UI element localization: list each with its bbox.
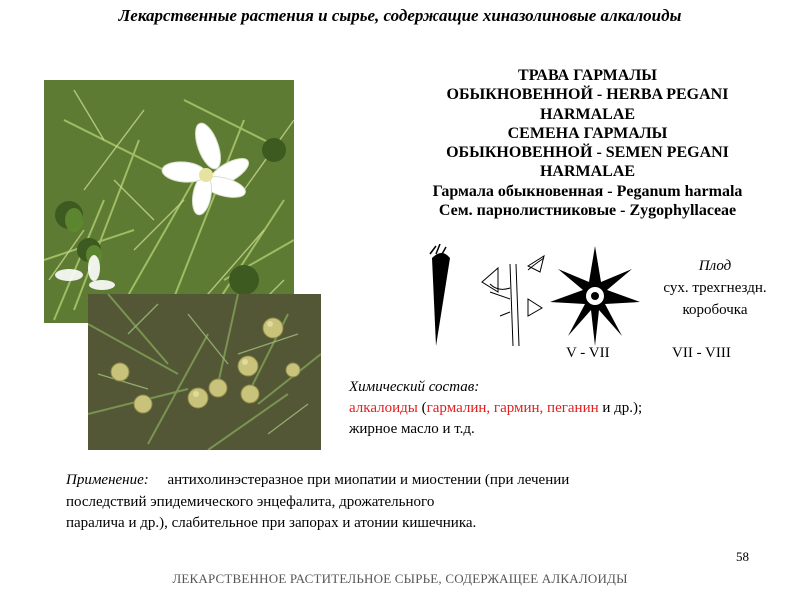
heading-block xyxy=(385,66,790,220)
heading-line: HARMALAE xyxy=(539,163,636,181)
chem-paren: ( xyxy=(417,400,427,416)
fruit-desc-line: коробочка xyxy=(682,302,748,318)
heading-line: Сем. парнолистниковые - Zygophyllaceae xyxy=(438,202,737,220)
root-icon xyxy=(430,244,450,346)
fruit-desc-line: сух. трехгнездн. xyxy=(663,280,767,296)
usage-section xyxy=(66,470,766,535)
heading-line: ОБЫКНОВЕННОЙ - HERBA PEGANI xyxy=(446,86,729,104)
usage-line-3: паралича и др.), слабительное при запорах и атонии кишечника. xyxy=(66,515,477,531)
fruit-title: Плод xyxy=(698,258,732,274)
usage-line-1 xyxy=(66,470,766,492)
footer: ЛЕКАРСТВЕННОЕ РАСТИТЕЛЬНОЕ СЫРЬЕ, СОДЕРЖАЩЕЕ АЛКАЛОИДЫ xyxy=(172,571,628,586)
heading-line: СЕМЕНА ГАРМАЛЫ xyxy=(507,124,668,142)
chem-alkaloids-word: алкалоиды xyxy=(349,400,418,416)
chem-label: Химический состав: xyxy=(349,379,480,395)
heading-line: HARMALAE xyxy=(539,105,636,123)
chem-oil-line: жирное масло и т.д. xyxy=(349,421,475,437)
harvest-period-seeds: VII - VIII xyxy=(672,345,731,361)
heading-line: Гармала обыкновенная - Peganum harmala xyxy=(432,182,743,200)
morphology-diagram xyxy=(410,244,640,354)
stem-leaves-icon xyxy=(482,256,544,346)
harvest-period-herb: V - VII xyxy=(566,345,610,361)
slide-title: Лекарственные растения и сырье, содержащие хиназолиновые алкалоиды xyxy=(118,6,682,25)
star-flower-icon xyxy=(550,246,640,346)
heading-line: ОБЫКНОВЕННОЙ - SEMEN PEGANI xyxy=(446,144,729,162)
chem-alkaloid-names: гармалин, гармин, пеганин xyxy=(426,400,599,416)
flower-photo xyxy=(44,80,294,323)
chem-etc: и др.); xyxy=(598,400,643,416)
chemical-composition xyxy=(349,377,642,440)
usage-line-2: последствий эпидемического энцефалита, дрожательного xyxy=(66,493,435,510)
capsule-photo xyxy=(88,294,321,450)
usage-text: антихолинэстеразное при миопатии и миостении (при лечении xyxy=(167,472,570,488)
fruit-label xyxy=(640,255,790,321)
usage-label: Применение: xyxy=(66,472,149,488)
heading-line: ТРАВА ГАРМАЛЫ xyxy=(518,67,657,84)
page-number: 58 xyxy=(736,549,749,564)
chem-alkaloids-line xyxy=(349,398,642,419)
